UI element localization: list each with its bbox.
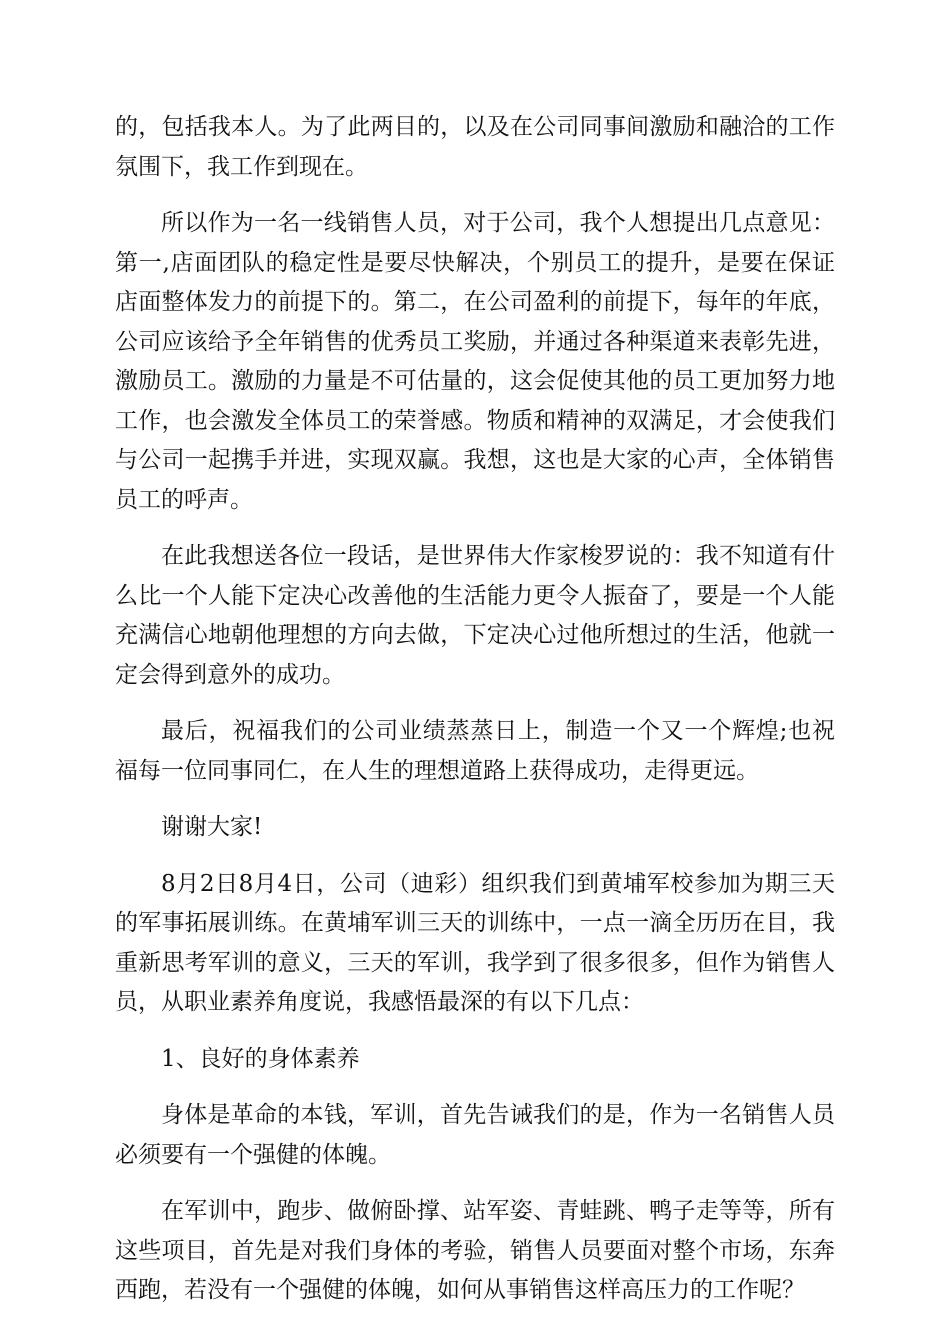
paragraph-3: 在此我想送各位一段话，是世界伟大作家梭罗说的：我不知道有什么比一个人能下定决心改善他的生活能力更令人振奋了，要是一个人能充满信心地朝他理想的方向去做，下定决心过他所想过的生活，他就一定会得到意外的成功。 bbox=[115, 543, 835, 688]
document-body bbox=[115, 108, 835, 1328]
paragraph-2: 所以作为一名一线销售人员，对于公司，我个人想提出几点意见：第一,店面团队的稳定性是要尽快解决，个别员工的提升，是要在保证店面整体发力的前提下的。第二，在公司盈利的前提下，每年的年底，公司应该给予全年销售的优秀员工奖励，并通过各种渠道来表彰先进，激励员工。激励的力量是不可估量的，这会促使其他的员工更加努力地工作，也会激发全体员工的荣誉感。物质和精神的双满足，才会使我们与公司一起携手并进，实现双赢。我想，这也是大家的心声，全体销售员工的呼声。 bbox=[115, 210, 835, 513]
paragraph-8: 身体是革命的本钱，军训，首先告诫我们的是，作为一名销售人员必须要有一个强健的体魄。 bbox=[115, 1102, 835, 1168]
paragraph-1: 的，包括我本人。为了此两目的，以及在公司同事间激励和融洽的工作氛围下，我工作到现在。 bbox=[115, 114, 835, 180]
paragraph-6: 8月2日8月4日，公司（迪彩）组织我们到黄埔军校参加为期三天的军事拓展训练。在黄埔军训三天的训练中，一点一滴全历历在目，我重新思考军训的意义，三天的军训，我学到了很多很多，但作为销售人员，从职业素养角度说，我感悟最深的有以下几点： bbox=[115, 870, 835, 1015]
section-heading: 1、良好的身体素养 bbox=[161, 1045, 360, 1072]
paragraph-5: 谢谢大家! bbox=[161, 814, 263, 840]
paragraph-4: 最后，祝福我们的公司业绩蒸蒸日上，制造一个又一个辉煌;也祝福每一位同事同仁，在人生的理想道路上获得成功，走得更远。 bbox=[115, 718, 835, 784]
paragraph-9: 在军训中，跑步、做俯卧撑、站军姿、青蛙跳、鸭子走等等，所有这些项目，首先是对我们身体的考验，销售人员要面对整个市场，东奔西跑，若没有一个强健的体魄，如何从事销售这样高压力的工作呢？ bbox=[115, 1198, 835, 1303]
